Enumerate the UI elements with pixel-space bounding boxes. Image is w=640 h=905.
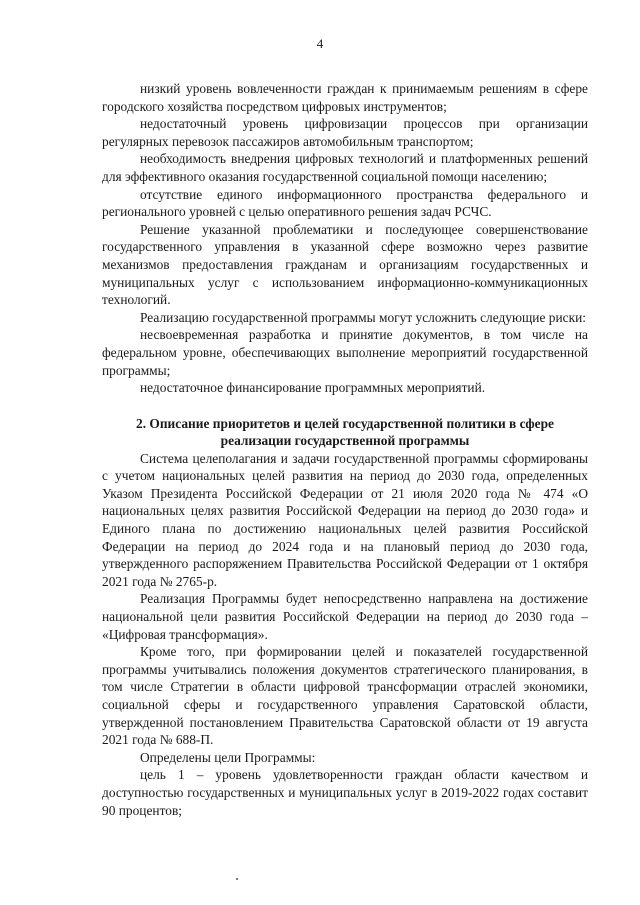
paragraph: цель 1 – уровень удовлетворенности граждан области качеством и доступностью государственных и муниципальных услуг в 2019-2022 годах составит 90 процентов;	[102, 767, 588, 818]
section-heading: 2. Описание приоритетов и целей государственной политики в сфере реализации государственной программы	[136, 415, 554, 448]
document-body	[102, 80, 588, 819]
paragraph: несвоевременная разработка и принятие документов, в том числе на федеральном уровне, обеспечивающих выполнение мероприятий государственной программы;	[102, 327, 588, 378]
scan-mark	[236, 878, 238, 880]
paragraph: необходимость внедрения цифровых технологий и платформенных решений для эффективного оказания государственной социальной помощи населению;	[102, 151, 588, 184]
paragraph: Кроме того, при формировании целей и показателей государственной программы учитывались положения документов стратегического планирования, в том числе Стратегии в области цифровой трансформации отраслей экономики, социальной сферы и государственного управления Саратовской области, утвержденной постановлением Правительства Саратовской области от 19 августа 2021 года № 688-П.	[102, 644, 588, 748]
page-number: 4	[316, 36, 324, 51]
paragraph: низкий уровень вовлеченности граждан к принимаемым решениям в сфере городского хозяйства посредством цифровых инструментов;	[102, 81, 588, 114]
paragraph: недостаточный уровень цифровизации процессов при организации регулярных перевозок пассажиров автомобильным транспортом;	[102, 116, 588, 149]
paragraph: Реализацию государственной программы могут усложнить следующие риски:	[140, 309, 586, 325]
paragraph: недостаточное финансирование программных мероприятий.	[140, 380, 486, 396]
paragraph: отсутствие единого информационного пространства федерального и регионального уровней с целью оперативного решения задач РСЧС.	[102, 186, 588, 220]
paragraph: Система целеполагания и задачи государственной программы сформированы с учетом национальных целей развития на период до 2030 года, определенных Указом Президента Российской Федерации от 21 июля 2020 года № 474 «О национальных целях развития Российской Федерации на период до 2030 года» и Единого плана по достижению национальных целей развития Российской Федерации на период до 2024 года и на плановый период до 2030 года, утвержденного распоряжением Правительства Российской Федерации от 1 октября 2021 года № 2765-р.	[102, 450, 588, 589]
paragraph: Реализация Программы будет непосредственно направлена на достижение национальной цели развития Российской Федерации на период до 2030 года – «Цифровая трансформация».	[102, 591, 588, 642]
paragraph: Определены цели Программы:	[140, 749, 316, 765]
paragraph: Решение указанной проблематики и последующее совершенствование государственного управления в указанной сфере возможно через развитие механизмов предоставления гражданам и организациям государственных и муниципальных услуг с использованием информационно-коммуникационных технологий.	[102, 221, 588, 308]
